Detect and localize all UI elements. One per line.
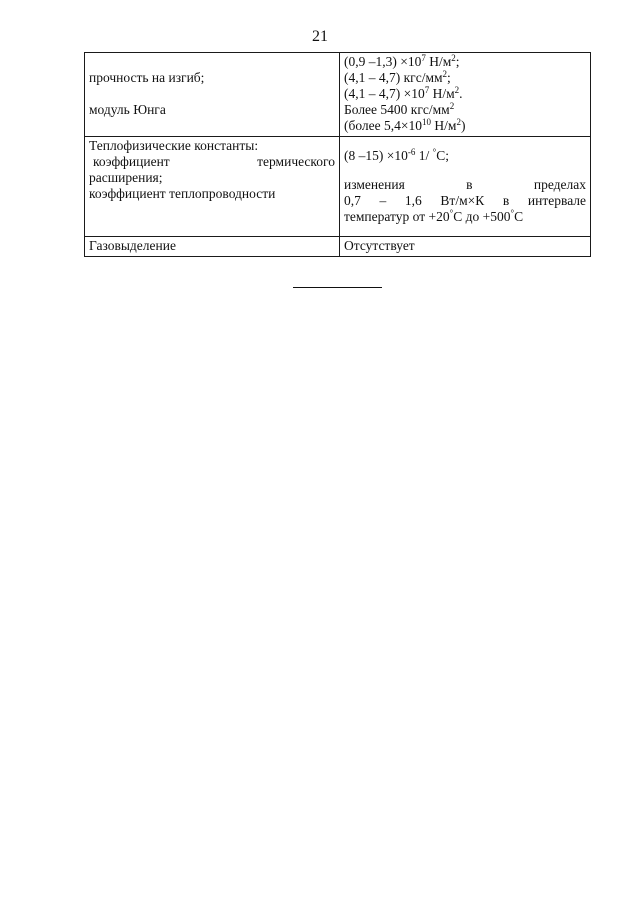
property-thermal-conductivity: коэффициент теплопроводности (89, 186, 276, 201)
value-line: температур от +20°С до +500°С (344, 208, 524, 224)
property-youngs-modulus: модуль Юнга (89, 102, 166, 117)
value-line: Более 5400 кгс/$мм^2$ (344, 101, 455, 117)
properties-table (84, 52, 591, 257)
table-row (85, 53, 591, 137)
value-outgassing: Отсутствует (344, 238, 415, 253)
section-heading: Теплофизические константы: (89, 138, 259, 153)
table-cell-property (85, 137, 340, 237)
property-bending-strength: прочность на изгиб; (89, 70, 205, 85)
table-cell-property (85, 53, 340, 137)
table-row (85, 137, 591, 237)
table-cell-value (340, 53, 591, 137)
property-thermal-expansion: коэффициент термического (93, 154, 335, 169)
table-cell-property (85, 237, 340, 257)
table-row (85, 237, 591, 257)
table-cell-value (340, 237, 591, 257)
value-line: изменения в пределах (344, 177, 587, 192)
value-line: (4,1 – 4,7) кгс/$мм^2$; (344, 69, 451, 85)
table-cell-value (340, 137, 591, 237)
value-line: (0,9 $-1,3) \times 10^7$ $Н/м^2$; (344, 53, 460, 69)
page-number: 21 (312, 28, 328, 45)
property-thermal-expansion-cont: расширения; (89, 170, 163, 185)
value-thermal-expansion: (8 $-15) \times 10^{-6}$ 1/ °С; (344, 147, 449, 163)
value-line: $(4,1 - 4,7) \times 10^7$ $Н/м^2$. (344, 85, 463, 101)
property-outgassing: Газовыделение (89, 238, 176, 253)
value-line: (более $5,4\times 10^{10}$ $Н/м^2$) (344, 117, 466, 133)
value-line: 0,7 – 1,6 Вт/м×К в интервале (344, 193, 587, 208)
end-of-document-rule (293, 287, 382, 288)
